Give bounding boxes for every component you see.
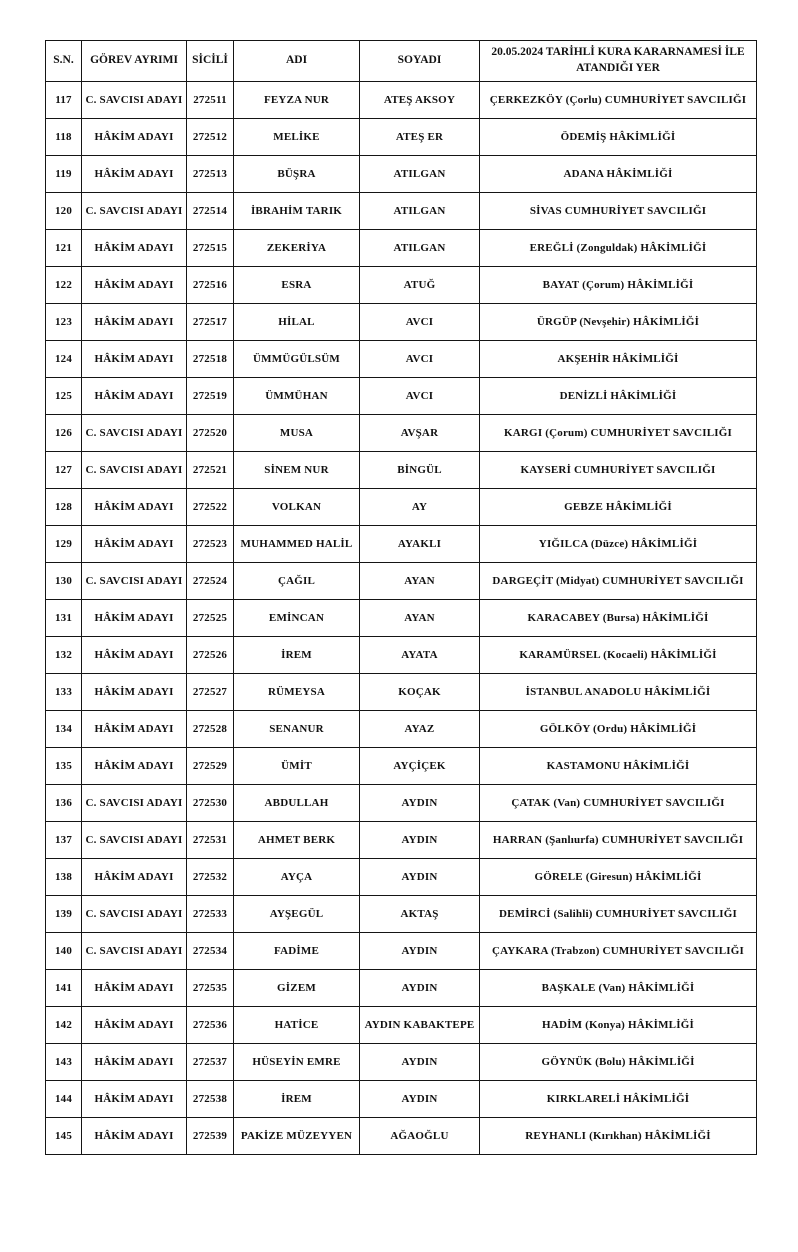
cell-soyadi: AYDIN [360, 859, 480, 896]
cell-gorev-ayrimi: C. SAVCISI ADAYI [82, 82, 187, 119]
cell-atandigi-yer: DEMİRCİ (Salihli) CUMHURİYET SAVCILIĞI [480, 896, 757, 933]
cell-soyadi: AYAZ [360, 711, 480, 748]
cell-gorev-ayrimi: HÂKİM ADAYI [82, 526, 187, 563]
cell-atandigi-yer: KASTAMONU HÂKİMLİĞİ [480, 748, 757, 785]
cell-soyadi: AYDIN [360, 1081, 480, 1118]
cell-atandigi-yer: ÇERKEZKÖY (Çorlu) CUMHURİYET SAVCILIĞI [480, 82, 757, 119]
cell-soyadi: AKTAŞ [360, 896, 480, 933]
cell-sicili: 272523 [187, 526, 234, 563]
appointments-table [45, 40, 757, 1155]
column-header-gorev-ayrimi: GÖREV AYRIMI [82, 41, 187, 82]
cell-sicili: 272537 [187, 1044, 234, 1081]
cell-adi: İREM [234, 637, 360, 674]
table-header [46, 41, 757, 82]
cell-soyadi: ATILGAN [360, 193, 480, 230]
cell-sicili: 272539 [187, 1118, 234, 1155]
cell-sn: 133 [46, 674, 82, 711]
cell-atandigi-yer: ÇATAK (Van) CUMHURİYET SAVCILIĞI [480, 785, 757, 822]
cell-soyadi: ATEŞ ER [360, 119, 480, 156]
cell-gorev-ayrimi: HÂKİM ADAYI [82, 1044, 187, 1081]
cell-soyadi: AYAKLI [360, 526, 480, 563]
cell-adi: FEYZA NUR [234, 82, 360, 119]
cell-adi: BÜŞRA [234, 156, 360, 193]
cell-atandigi-yer: ÜRGÜP (Nevşehir) HÂKİMLİĞİ [480, 304, 757, 341]
cell-sn: 144 [46, 1081, 82, 1118]
cell-sicili: 272538 [187, 1081, 234, 1118]
cell-sicili: 272531 [187, 822, 234, 859]
cell-adi: ÜMMÜHAN [234, 378, 360, 415]
cell-adi: ÜMİT [234, 748, 360, 785]
cell-adi: ÇAĞIL [234, 563, 360, 600]
cell-soyadi: AYDIN [360, 1044, 480, 1081]
cell-atandigi-yer: REYHANLI (Kırıkhan) HÂKİMLİĞİ [480, 1118, 757, 1155]
cell-atandigi-yer: GEBZE HÂKİMLİĞİ [480, 489, 757, 526]
table-row [46, 156, 757, 193]
cell-gorev-ayrimi: HÂKİM ADAYI [82, 1007, 187, 1044]
cell-sicili: 272511 [187, 82, 234, 119]
table-row [46, 526, 757, 563]
cell-sn: 134 [46, 711, 82, 748]
header-row [46, 41, 757, 82]
column-header-sicili: SİCİLİ [187, 41, 234, 82]
cell-sicili: 272533 [187, 896, 234, 933]
cell-gorev-ayrimi: C. SAVCISI ADAYI [82, 452, 187, 489]
cell-gorev-ayrimi: C. SAVCISI ADAYI [82, 896, 187, 933]
cell-gorev-ayrimi: HÂKİM ADAYI [82, 341, 187, 378]
table-row [46, 304, 757, 341]
table-row [46, 674, 757, 711]
cell-atandigi-yer: HADİM (Konya) HÂKİMLİĞİ [480, 1007, 757, 1044]
cell-sicili: 272524 [187, 563, 234, 600]
table-row [46, 378, 757, 415]
cell-gorev-ayrimi: C. SAVCISI ADAYI [82, 933, 187, 970]
cell-sicili: 272532 [187, 859, 234, 896]
cell-sicili: 272536 [187, 1007, 234, 1044]
cell-sn: 117 [46, 82, 82, 119]
table-row [46, 82, 757, 119]
cell-atandigi-yer: HARRAN (Şanlıurfa) CUMHURİYET SAVCILIĞI [480, 822, 757, 859]
cell-adi: HÜSEYİN EMRE [234, 1044, 360, 1081]
cell-sn: 126 [46, 415, 82, 452]
cell-sn: 127 [46, 452, 82, 489]
cell-sicili: 272520 [187, 415, 234, 452]
cell-sn: 119 [46, 156, 82, 193]
cell-soyadi: AYDIN [360, 822, 480, 859]
cell-sicili: 272529 [187, 748, 234, 785]
cell-gorev-ayrimi: HÂKİM ADAYI [82, 156, 187, 193]
cell-atandigi-yer: EREĞLİ (Zonguldak) HÂKİMLİĞİ [480, 230, 757, 267]
cell-atandigi-yer: YIĞILCA (Düzce) HÂKİMLİĞİ [480, 526, 757, 563]
cell-adi: EMİNCAN [234, 600, 360, 637]
cell-sn: 136 [46, 785, 82, 822]
cell-sn: 122 [46, 267, 82, 304]
cell-gorev-ayrimi: HÂKİM ADAYI [82, 378, 187, 415]
cell-soyadi: ATILGAN [360, 156, 480, 193]
cell-soyadi: ATILGAN [360, 230, 480, 267]
cell-soyadi: AĞAOĞLU [360, 1118, 480, 1155]
cell-sn: 118 [46, 119, 82, 156]
cell-adi: AHMET BERK [234, 822, 360, 859]
cell-adi: AYÇA [234, 859, 360, 896]
cell-adi: İREM [234, 1081, 360, 1118]
cell-soyadi: AYATA [360, 637, 480, 674]
cell-sicili: 272525 [187, 600, 234, 637]
cell-adi: VOLKAN [234, 489, 360, 526]
cell-soyadi: AVŞAR [360, 415, 480, 452]
cell-soyadi: ATUĞ [360, 267, 480, 304]
cell-gorev-ayrimi: HÂKİM ADAYI [82, 489, 187, 526]
cell-soyadi: AVCI [360, 341, 480, 378]
cell-gorev-ayrimi: HÂKİM ADAYI [82, 637, 187, 674]
cell-soyadi: KOÇAK [360, 674, 480, 711]
cell-gorev-ayrimi: HÂKİM ADAYI [82, 859, 187, 896]
column-header-soyadi: SOYADI [360, 41, 480, 82]
cell-atandigi-yer: GÖRELE (Giresun) HÂKİMLİĞİ [480, 859, 757, 896]
cell-gorev-ayrimi: C. SAVCISI ADAYI [82, 193, 187, 230]
cell-gorev-ayrimi: HÂKİM ADAYI [82, 1081, 187, 1118]
table-row [46, 896, 757, 933]
cell-atandigi-yer: ÇAYKARA (Trabzon) CUMHURİYET SAVCILIĞI [480, 933, 757, 970]
cell-sn: 141 [46, 970, 82, 1007]
cell-sn: 125 [46, 378, 82, 415]
cell-atandigi-yer: ADANA HÂKİMLİĞİ [480, 156, 757, 193]
cell-atandigi-yer: KARACABEY (Bursa) HÂKİMLİĞİ [480, 600, 757, 637]
cell-gorev-ayrimi: HÂKİM ADAYI [82, 1118, 187, 1155]
table-row [46, 230, 757, 267]
cell-soyadi: AYDIN KABAKTEPE [360, 1007, 480, 1044]
cell-sicili: 272515 [187, 230, 234, 267]
cell-soyadi: AYDIN [360, 933, 480, 970]
cell-sn: 120 [46, 193, 82, 230]
cell-gorev-ayrimi: C. SAVCISI ADAYI [82, 563, 187, 600]
cell-atandigi-yer: SİVAS CUMHURİYET SAVCILIĞI [480, 193, 757, 230]
cell-atandigi-yer: GÖLKÖY (Ordu) HÂKİMLİĞİ [480, 711, 757, 748]
cell-gorev-ayrimi: HÂKİM ADAYI [82, 748, 187, 785]
table-row [46, 452, 757, 489]
cell-gorev-ayrimi: HÂKİM ADAYI [82, 119, 187, 156]
cell-soyadi: AY [360, 489, 480, 526]
cell-atandigi-yer: BAYAT (Çorum) HÂKİMLİĞİ [480, 267, 757, 304]
table-row [46, 489, 757, 526]
cell-atandigi-yer: İSTANBUL ANADOLU HÂKİMLİĞİ [480, 674, 757, 711]
cell-atandigi-yer: DARGEÇİT (Midyat) CUMHURİYET SAVCILIĞI [480, 563, 757, 600]
cell-sicili: 272526 [187, 637, 234, 674]
cell-sicili: 272527 [187, 674, 234, 711]
cell-sn: 135 [46, 748, 82, 785]
cell-adi: FADİME [234, 933, 360, 970]
cell-adi: SİNEM NUR [234, 452, 360, 489]
cell-sicili: 272516 [187, 267, 234, 304]
cell-soyadi: AYDIN [360, 970, 480, 1007]
cell-sn: 123 [46, 304, 82, 341]
cell-adi: ÜMMÜGÜLSÜM [234, 341, 360, 378]
cell-adi: MUHAMMED HALİL [234, 526, 360, 563]
cell-sicili: 272530 [187, 785, 234, 822]
cell-sn: 129 [46, 526, 82, 563]
cell-adi: GİZEM [234, 970, 360, 1007]
cell-sicili: 272521 [187, 452, 234, 489]
cell-soyadi: AYÇİÇEK [360, 748, 480, 785]
table-row [46, 563, 757, 600]
table-row [46, 1044, 757, 1081]
table-row [46, 267, 757, 304]
cell-gorev-ayrimi: C. SAVCISI ADAYI [82, 785, 187, 822]
cell-sn: 124 [46, 341, 82, 378]
cell-gorev-ayrimi: HÂKİM ADAYI [82, 970, 187, 1007]
table-row [46, 1007, 757, 1044]
table-row [46, 600, 757, 637]
cell-sicili: 272522 [187, 489, 234, 526]
cell-gorev-ayrimi: HÂKİM ADAYI [82, 600, 187, 637]
cell-atandigi-yer: GÖYNÜK (Bolu) HÂKİMLİĞİ [480, 1044, 757, 1081]
cell-atandigi-yer: KARAMÜRSEL (Kocaeli) HÂKİMLİĞİ [480, 637, 757, 674]
cell-gorev-ayrimi: C. SAVCISI ADAYI [82, 822, 187, 859]
table-row [46, 785, 757, 822]
cell-sn: 121 [46, 230, 82, 267]
cell-gorev-ayrimi: HÂKİM ADAYI [82, 711, 187, 748]
table-body [46, 82, 757, 1155]
cell-adi: PAKİZE MÜZEYYEN [234, 1118, 360, 1155]
cell-sn: 128 [46, 489, 82, 526]
column-header-atandigi-yer: 20.05.2024 TARİHLİ KURA KARARNAMESİ İLE ATANDIĞI YER [480, 41, 757, 82]
cell-soyadi: BİNGÜL [360, 452, 480, 489]
table-row [46, 637, 757, 674]
cell-sn: 137 [46, 822, 82, 859]
table-row [46, 711, 757, 748]
cell-atandigi-yer: KARGI (Çorum) CUMHURİYET SAVCILIĞI [480, 415, 757, 452]
cell-sicili: 272528 [187, 711, 234, 748]
cell-sicili: 272513 [187, 156, 234, 193]
table-row [46, 119, 757, 156]
cell-soyadi: AVCI [360, 304, 480, 341]
cell-sn: 145 [46, 1118, 82, 1155]
cell-sicili: 272517 [187, 304, 234, 341]
cell-adi: AYŞEGÜL [234, 896, 360, 933]
cell-adi: RÜMEYSA [234, 674, 360, 711]
cell-adi: SENANUR [234, 711, 360, 748]
table-row [46, 415, 757, 452]
table-row [46, 822, 757, 859]
cell-atandigi-yer: KIRKLARELİ HÂKİMLİĞİ [480, 1081, 757, 1118]
cell-sn: 130 [46, 563, 82, 600]
cell-atandigi-yer: ÖDEMİŞ HÂKİMLİĞİ [480, 119, 757, 156]
cell-atandigi-yer: DENİZLİ HÂKİMLİĞİ [480, 378, 757, 415]
column-header-adi: ADI [234, 41, 360, 82]
cell-sn: 131 [46, 600, 82, 637]
cell-atandigi-yer: AKŞEHİR HÂKİMLİĞİ [480, 341, 757, 378]
cell-adi: ABDULLAH [234, 785, 360, 822]
cell-adi: HİLAL [234, 304, 360, 341]
table-row [46, 341, 757, 378]
cell-adi: MELİKE [234, 119, 360, 156]
cell-sicili: 272534 [187, 933, 234, 970]
table-row [46, 193, 757, 230]
cell-sn: 143 [46, 1044, 82, 1081]
cell-atandigi-yer: KAYSERİ CUMHURİYET SAVCILIĞI [480, 452, 757, 489]
cell-adi: ESRA [234, 267, 360, 304]
cell-sn: 138 [46, 859, 82, 896]
cell-adi: ZEKERİYA [234, 230, 360, 267]
cell-soyadi: AVCI [360, 378, 480, 415]
cell-soyadi: AYAN [360, 563, 480, 600]
cell-gorev-ayrimi: HÂKİM ADAYI [82, 304, 187, 341]
cell-gorev-ayrimi: HÂKİM ADAYI [82, 674, 187, 711]
table-row [46, 970, 757, 1007]
cell-sn: 139 [46, 896, 82, 933]
cell-sicili: 272512 [187, 119, 234, 156]
cell-gorev-ayrimi: C. SAVCISI ADAYI [82, 415, 187, 452]
cell-sicili: 272518 [187, 341, 234, 378]
table-row [46, 1081, 757, 1118]
cell-soyadi: AYAN [360, 600, 480, 637]
cell-adi: HATİCE [234, 1007, 360, 1044]
table-row [46, 1118, 757, 1155]
table-row [46, 748, 757, 785]
table-row [46, 933, 757, 970]
table-row [46, 859, 757, 896]
cell-soyadi: ATEŞ AKSOY [360, 82, 480, 119]
cell-adi: MUSA [234, 415, 360, 452]
cell-gorev-ayrimi: HÂKİM ADAYI [82, 267, 187, 304]
cell-sn: 142 [46, 1007, 82, 1044]
cell-gorev-ayrimi: HÂKİM ADAYI [82, 230, 187, 267]
cell-adi: İBRAHİM TARIK [234, 193, 360, 230]
cell-atandigi-yer: BAŞKALE (Van) HÂKİMLİĞİ [480, 970, 757, 1007]
cell-sicili: 272514 [187, 193, 234, 230]
cell-soyadi: AYDIN [360, 785, 480, 822]
cell-sn: 140 [46, 933, 82, 970]
cell-sn: 132 [46, 637, 82, 674]
column-header-sn: S.N. [46, 41, 82, 82]
cell-sicili: 272535 [187, 970, 234, 1007]
cell-sicili: 272519 [187, 378, 234, 415]
